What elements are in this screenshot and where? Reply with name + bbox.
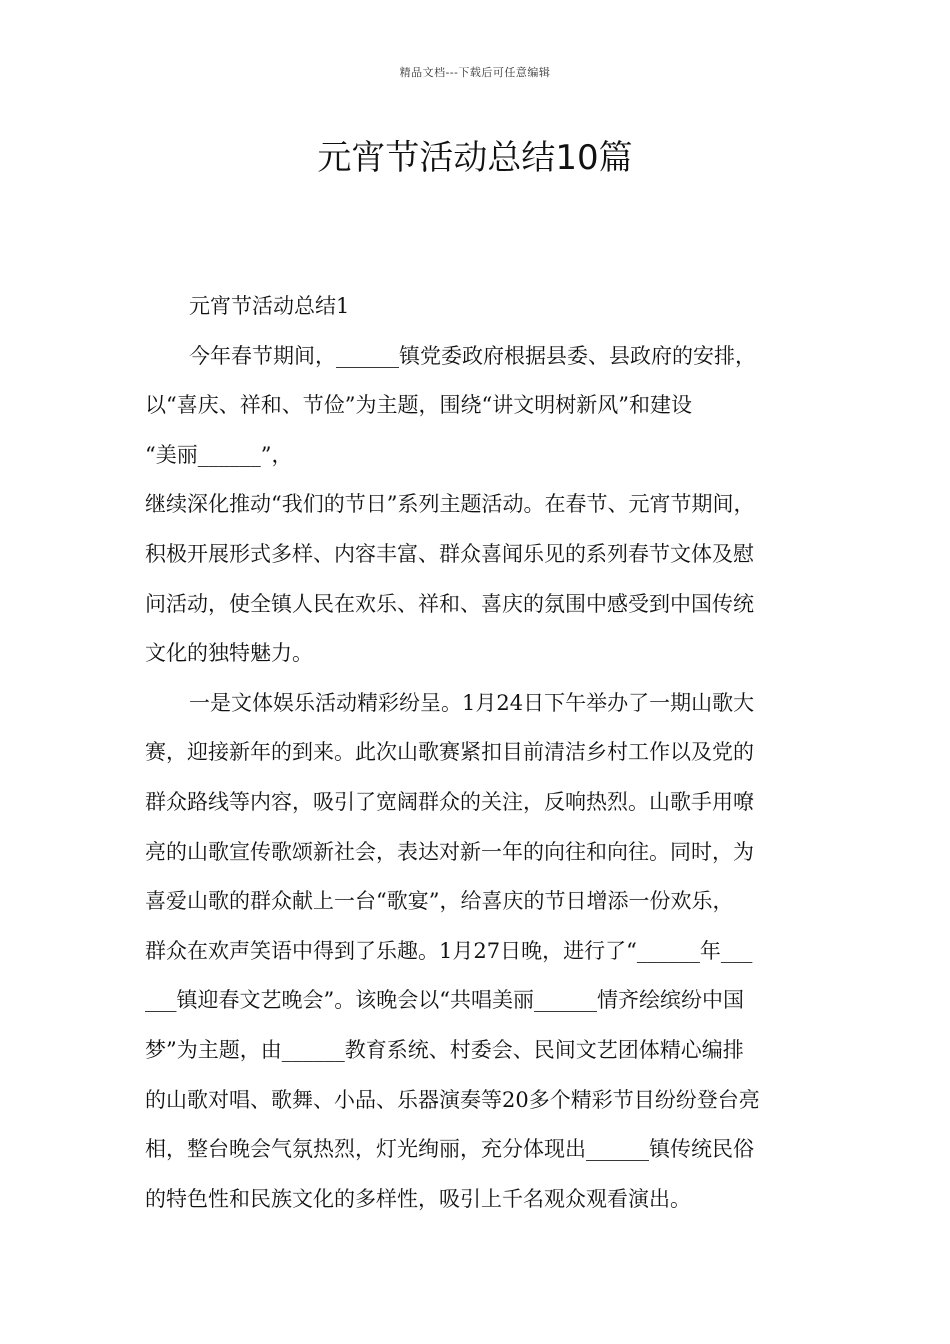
text-line: 今年春节期间，______镇党委政府根据县委、县政府的安排， bbox=[189, 343, 756, 368]
text-line: 群众在欢声笑语中得到了乐趣。1月27日晚，进行了“______年___ bbox=[145, 938, 753, 963]
text-line: 元宵节活动总结1 bbox=[189, 294, 350, 318]
text-line: 相，整台晚会气氛热烈，灯光绚丽，充分体现出______镇传统民俗 bbox=[145, 1137, 754, 1162]
header-note: 精品文档---下载后可任意编辑 bbox=[399, 66, 551, 79]
text-line: 的特色性和民族文化的多样性，吸引上千名观众观看演出。 bbox=[145, 1186, 691, 1211]
document-title: 元宵节活动总结10篇 bbox=[317, 138, 633, 178]
text-line: 问活动，使全镇人民在欢乐、祥和、喜庆的氛围中感受到中国传统 bbox=[145, 591, 754, 616]
text-line: 喜爱山歌的群众献上一台“歌宴”，给喜庆的节日增添一份欢乐， bbox=[145, 889, 734, 914]
document-body bbox=[145, 282, 825, 1224]
text-line: 积极开展形式多样、内容丰富、群众喜闻乐见的系列春节文体及慰 bbox=[145, 541, 754, 566]
text-line: 群众路线等内容，吸引了宽阔群众的关注，反响热烈。山歌手用嘹 bbox=[145, 789, 754, 814]
text-line: 梦”为主题，由______教育系统、村委会、民间文艺团体精心编排 bbox=[145, 1037, 744, 1062]
text-line: 文化的独特魅力。 bbox=[145, 641, 313, 666]
text-line: 亮的山歌宣传歌颂新社会，表达对新一年的向往和向往。同时，为 bbox=[145, 839, 754, 864]
text-line: 赛，迎接新年的到来。此次山歌赛紧扣目前清洁乡村工作以及党的 bbox=[145, 740, 754, 765]
text-line: 继续深化推动“我们的节日”系列主题活动。在春节、元宵节期间， bbox=[145, 492, 755, 517]
text-line: ___镇迎春文艺晚会”。该晚会以“共唱美丽______情齐绘缤纷中国 bbox=[145, 988, 744, 1013]
text-line: 以“喜庆、祥和、节俭”为主题，围绕“讲文明树新风”和建设 bbox=[145, 393, 692, 418]
text-line: 的山歌对唱、歌舞、小品、乐器演奏等20多个精彩节目纷纷登台亮 bbox=[145, 1087, 760, 1112]
text-line: 一是文体娱乐活动精彩纷呈。1月24日下午举办了一期山歌大 bbox=[189, 690, 755, 715]
text-line: “美丽______”， bbox=[145, 442, 293, 467]
